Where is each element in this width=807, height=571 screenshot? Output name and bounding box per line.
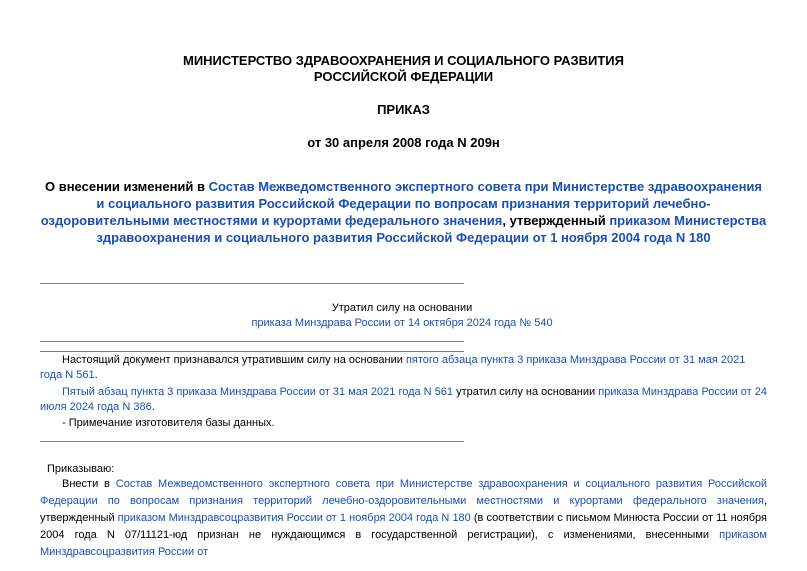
editor-note-link-order-561[interactable]: пятого абзаца пункта 3 приказа Минздрава России от 31 мая 2021 года N 561 [40, 354, 746, 381]
title-prefix: О внесении изменений в [44, 179, 209, 194]
editor-note-paragraph-1 [40, 353, 767, 383]
editor-note-period: . [151, 401, 155, 413]
document-date: от 30 апреля 2008 года N 209н [307, 135, 500, 150]
editor-note-link-order-386[interactable]: приказа Минздрава России от 24 июля 2024 года N 386 [40, 386, 767, 413]
editor-note-period: . [94, 369, 98, 381]
body-link-council-composition[interactable]: Состав Межведомственного экспертного совета при Министерстве здравоохранения и социального развития Российской Федерации по вопросам признания территорий лечебно-оздоровительными местностями и курортами федерального значения [40, 478, 768, 507]
order-word: Приказываю: [47, 463, 115, 475]
editor-note-text: Настоящий документ признавался утратившим силу на основании [62, 354, 406, 366]
title-middle: , утвержденный [502, 213, 610, 228]
document-type: ПРИКАЗ [377, 102, 430, 117]
status-note-link-order-540[interactable]: приказа Минздрава России от 14 октября 2024 года № 540 [251, 317, 553, 329]
body-text: , утвержденный [40, 495, 767, 524]
body-text: Внести в [62, 478, 116, 490]
status-note-line: Утратил силу на основании [331, 302, 473, 314]
divider [40, 283, 464, 284]
editor-note-paragraph-3: - Примечание изготовителя базы данных. [62, 417, 275, 429]
ministry-name-line2: РОССИЙСКОЙ ФЕДЕРАЦИИ [313, 69, 494, 84]
editor-note-text: утратил силу на основании [453, 386, 599, 398]
body-link-order-180[interactable]: приказом Минздравсоцразвития России от 1 ноября 2004 года N 180 [117, 512, 471, 524]
ministry-name-line1: МИНИСТЕРСТВО ЗДРАВООХРАНЕНИЯ И СОЦИАЛЬНОГО РАЗВИТИЯ [183, 53, 624, 68]
editor-note-link-paragraph-five[interactable]: Пятый абзац пункта 3 приказа Минздрава России от 31 мая 2021 года N 561 [62, 386, 454, 398]
divider [40, 441, 464, 442]
divider [40, 341, 464, 342]
body-link-amending-order[interactable]: приказом Минздравсоцразвития России от [40, 529, 767, 558]
title-link-council-composition[interactable]: Состав Межведомственного экспертного совета при Министерстве здравоохранения и социального развития Российской Федерации по вопросам признания территорий лечебно-оздоровительными местностями и курортами федерального значения [40, 179, 763, 228]
divider [40, 351, 464, 352]
status-note-link-row [40, 316, 764, 331]
document-title [40, 178, 767, 246]
title-link-order-180[interactable]: приказом Министерства здравоохранения и социального развития Российской Федерации от 1 ноября 2004 года N 180 [96, 213, 767, 245]
body-paragraph-1 [40, 476, 767, 561]
body-text: (в соответствии с письмом Минюста России от 11 ноября 2004 года N 07/11121-юд признан не нуждающимся в государственной регистрации), с изменениями, внесенными [40, 512, 767, 541]
editor-note-paragraph-2 [40, 385, 767, 415]
